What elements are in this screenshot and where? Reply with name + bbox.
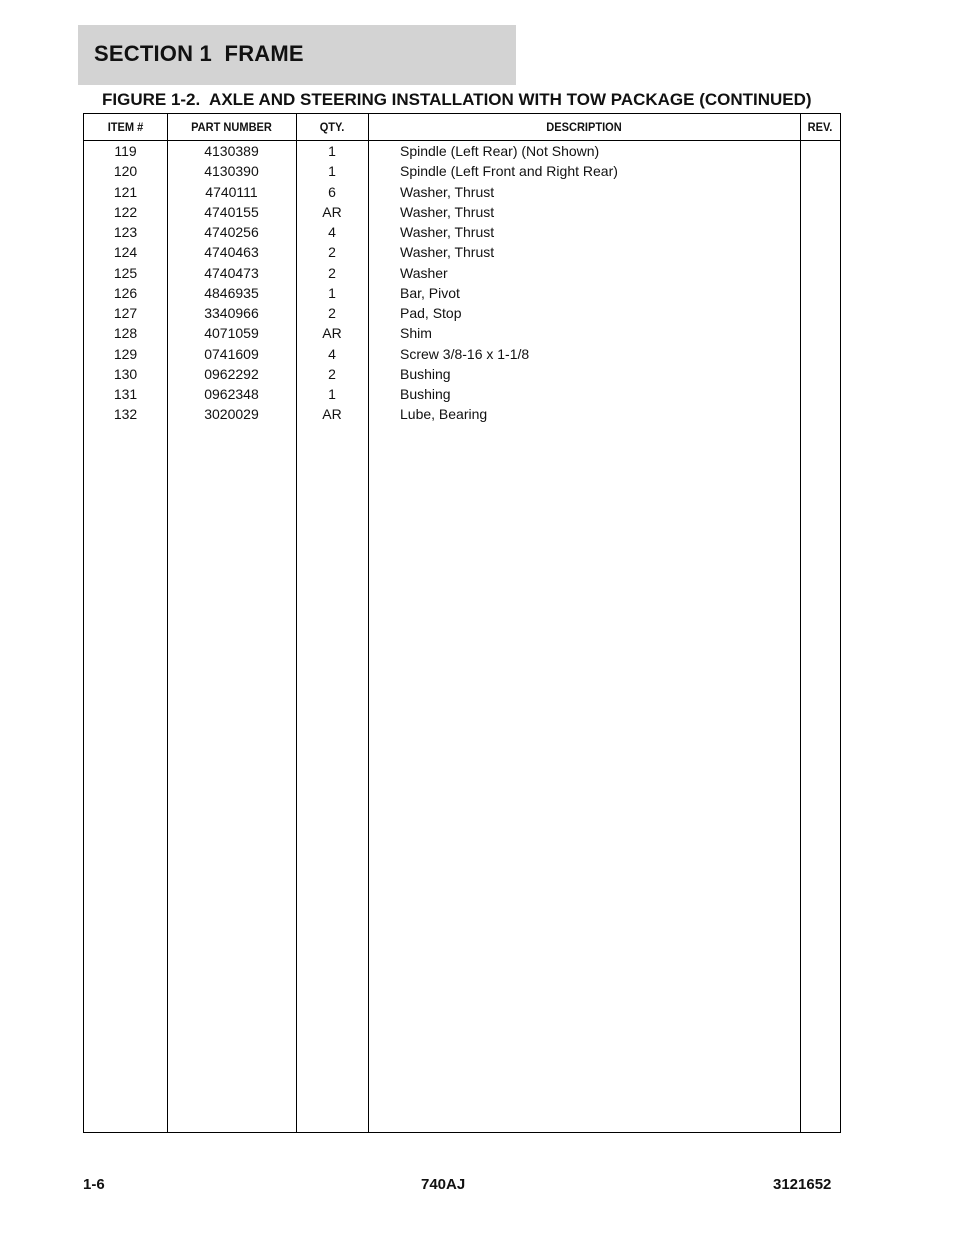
qty-cell: 2 (328, 244, 336, 261)
description-cell: Spindle (Left Front and Right Rear) (400, 163, 618, 180)
qty-cell: 1 (328, 163, 336, 180)
description-cell: Washer (400, 264, 448, 281)
table-row (84, 222, 840, 242)
table-row (84, 323, 840, 343)
qty-cell: 6 (328, 183, 336, 200)
header-part-number: PART NUMBER (191, 120, 272, 134)
description-cell: Washer, Thrust (400, 203, 495, 220)
qty-cell: AR (322, 325, 342, 342)
model-name: 740AJ (421, 1176, 466, 1193)
qty-cell: 1 (328, 143, 336, 159)
part-number-cell: 4130389 (204, 143, 259, 159)
parts-table (83, 113, 841, 1133)
table-row (84, 202, 840, 222)
qty-cell: 1 (328, 386, 336, 402)
description-cell: Washer, Thrust (400, 224, 495, 240)
item-cell: 128 (113, 325, 138, 342)
table-row (84, 161, 840, 181)
section-banner (78, 25, 516, 85)
qty-cell: AR (322, 203, 342, 220)
qty-cell: 4 (328, 345, 336, 362)
qty-cell: 1 (328, 284, 336, 301)
page-number: 1-6 (83, 1176, 105, 1193)
header-rev: REV. (807, 120, 833, 134)
table-row (84, 344, 840, 364)
qty-cell: 2 (328, 305, 336, 321)
table-row (84, 303, 840, 323)
header-description: DESCRIPTION (546, 120, 622, 134)
description-cell: Screw 3/8-16 x 1-1/8 (400, 345, 530, 362)
table-row (84, 182, 840, 202)
description-cell: Bushing (400, 386, 451, 402)
section-title: SECTION 1 FRAME (94, 41, 304, 66)
qty-cell: 2 (328, 365, 336, 382)
qty-cell: AR (322, 406, 342, 423)
item-cell: 121 (113, 183, 138, 200)
part-number-cell: 3020029 (204, 406, 259, 423)
item-cell: 132 (113, 406, 138, 423)
table-body (84, 141, 840, 425)
table-row (84, 364, 840, 384)
figure-title: FIGURE 1-2. AXLE AND STEERING INSTALLATION WITH TOW PACKAGE (CONTINUED) (102, 90, 812, 109)
item-cell: 120 (113, 163, 138, 180)
item-cell: 131 (113, 386, 138, 402)
qty-cell: 4 (328, 224, 336, 240)
item-cell: 122 (113, 203, 138, 220)
description-cell: Bar, Pivot (400, 284, 460, 301)
part-number-cell: 3340966 (204, 305, 259, 321)
item-cell: 119 (114, 143, 137, 159)
table-row (84, 141, 840, 161)
part-number-cell: 4130390 (204, 163, 259, 180)
item-cell: 123 (113, 224, 138, 240)
header-qty: QTY. (319, 120, 345, 134)
table-row (84, 404, 840, 424)
table-row (84, 263, 840, 283)
description-cell: Shim (400, 325, 432, 342)
description-cell: Lube, Bearing (400, 406, 488, 423)
part-number-cell: 4071059 (204, 325, 259, 342)
part-number-cell: 0962292 (204, 365, 259, 382)
part-number-cell: 4740256 (204, 224, 259, 240)
part-number-cell: 4740463 (204, 244, 259, 261)
part-number-cell: 4740111 (205, 183, 258, 200)
item-cell: 127 (113, 305, 138, 321)
part-number-cell: 4740155 (204, 203, 259, 220)
qty-cell: 2 (328, 264, 336, 281)
item-cell: 124 (113, 244, 138, 261)
description-cell: Washer, Thrust (400, 244, 495, 261)
description-cell: Spindle (Left Rear) (Not Shown) (400, 143, 600, 159)
item-cell: 126 (113, 284, 138, 301)
table-row (84, 242, 840, 262)
part-number-cell: 0962348 (204, 386, 259, 402)
document-number: 3121652 (773, 1176, 832, 1193)
description-cell: Washer, Thrust (400, 183, 495, 200)
part-number-cell: 4846935 (204, 284, 259, 301)
item-cell: 129 (113, 345, 138, 362)
description-cell: Bushing (400, 365, 451, 382)
item-cell: 125 (113, 264, 138, 281)
part-number-cell: 4740473 (204, 264, 259, 281)
part-number-cell: 0741609 (204, 345, 259, 362)
item-cell: 130 (113, 365, 138, 382)
table-row (84, 384, 840, 404)
table-row (84, 283, 840, 303)
description-cell: Pad, Stop (400, 305, 462, 321)
header-item: ITEM # (107, 120, 144, 134)
